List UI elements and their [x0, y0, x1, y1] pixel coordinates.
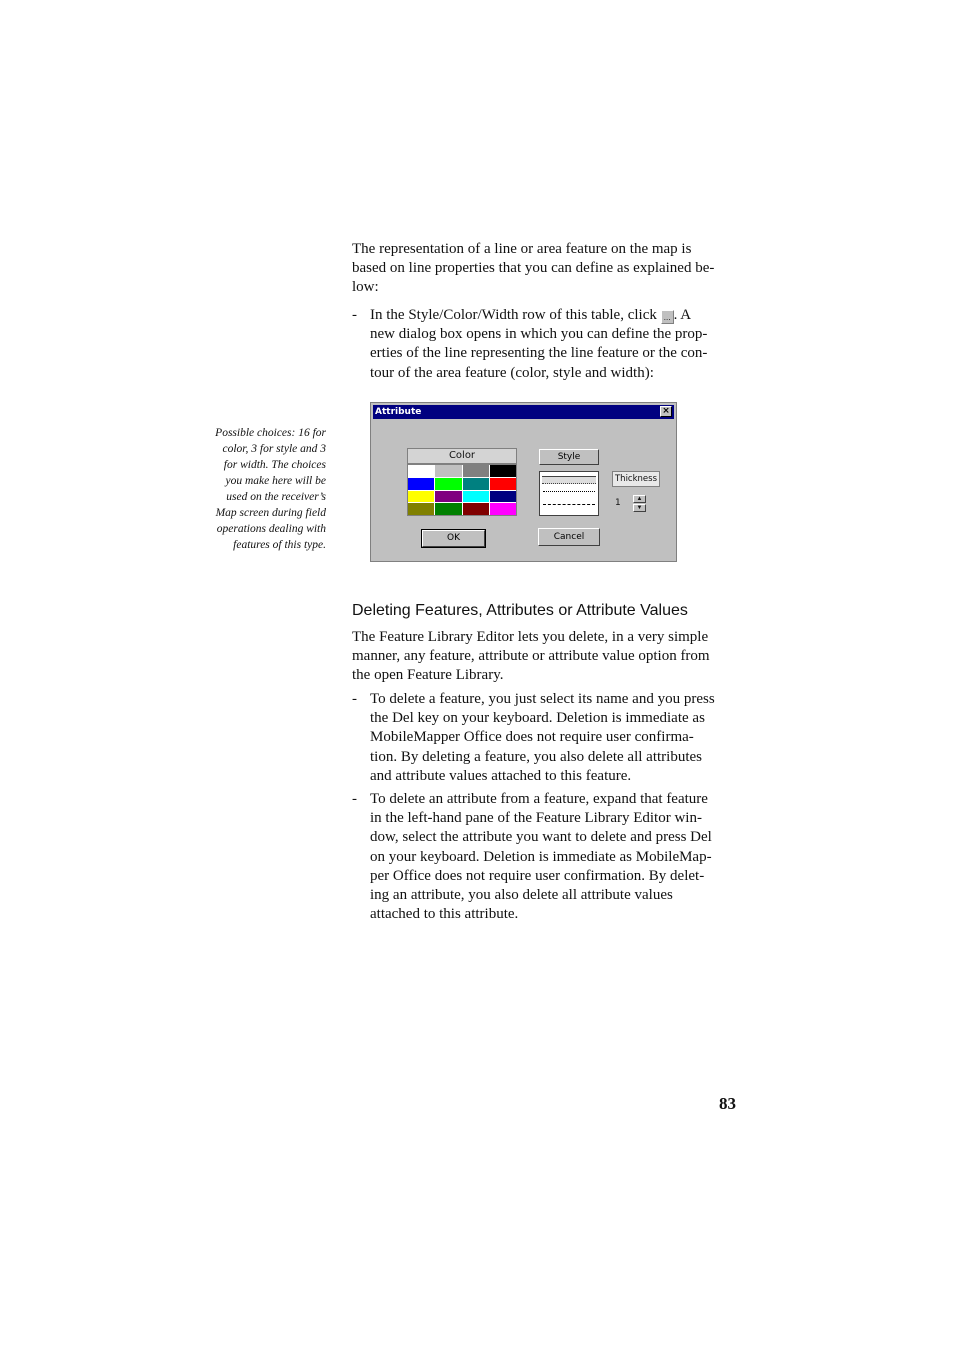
margin-note-line: for width. The choices	[223, 459, 326, 471]
bullet-dash: -	[352, 691, 357, 707]
thickness-value: 1	[615, 498, 621, 508]
paragraph-line: manner, any feature, attribute or attribute value option from	[352, 648, 710, 665]
delete-intro-paragraph	[352, 628, 738, 686]
intro-line: based on line properties that you can define as explained be-	[352, 260, 715, 277]
bullet-text: MobileMapper Office does not require user confirma-	[370, 729, 694, 746]
close-icon[interactable]: ×	[660, 406, 672, 417]
margin-note-line: features of this type.	[233, 539, 326, 551]
color-swatch[interactable]	[435, 478, 461, 490]
bullet-delete-feature	[352, 690, 738, 786]
bullet-text: in the left-hand pane of the Feature Library Editor win-	[370, 810, 702, 827]
margin-note-line: you make here will be	[225, 475, 326, 487]
ok-button[interactable]: OK	[422, 530, 485, 547]
page-number: 83	[719, 1094, 736, 1113]
bullet-dash: -	[352, 307, 357, 323]
bullet-text: erties of the line representing the line feature or the con-	[370, 345, 708, 362]
bullet-text: dow, select the attribute you want to delete and press Del	[370, 829, 712, 846]
color-swatch[interactable]	[435, 465, 461, 477]
bullet-text: new dialog box opens in which you can define the prop-	[370, 326, 708, 343]
bullet-text: In the Style/Color/Width row of this table, click	[370, 307, 657, 323]
bullet-text: per Office does not require user confirmation. By delet-	[370, 867, 705, 884]
bullet-text: tour of the area feature (color, style and width):	[370, 364, 654, 381]
bullet-text: and attribute values attached to this feature.	[370, 767, 632, 784]
margin-note-line: Possible choices: 16 for	[215, 427, 326, 439]
color-swatch[interactable]	[408, 491, 434, 503]
margin-note-line: used on the receiver’s	[226, 491, 326, 503]
color-swatch[interactable]	[463, 503, 489, 515]
bullet-text: tion. By deleting a feature, you also delete all attributes	[370, 748, 702, 765]
style-list	[539, 471, 599, 516]
attribute-dialog	[370, 402, 677, 562]
style-option-dotted[interactable]	[543, 491, 595, 492]
color-swatch[interactable]	[490, 503, 516, 515]
bullet-text: To delete an attribute from a feature, expand that feature	[370, 791, 708, 807]
spin-up-icon[interactable]: ▲	[633, 495, 646, 503]
style-button[interactable]: Style	[539, 449, 599, 465]
color-swatch[interactable]	[463, 465, 489, 477]
bullet-text: the Del key on your keyboard. Deletion is immediate as	[370, 710, 705, 727]
color-swatch[interactable]	[408, 503, 434, 515]
dialog-titlebar	[373, 405, 674, 419]
color-swatch[interactable]	[463, 491, 489, 503]
dialog-title: Attribute	[375, 407, 422, 417]
bullet-delete-attribute	[352, 790, 738, 924]
color-palette	[407, 464, 517, 516]
color-label: Color	[407, 448, 517, 464]
margin-note-line: Map screen during field	[215, 507, 326, 519]
bullet-text: on your keyboard. Deletion is immediate as MobileMap-	[370, 848, 712, 865]
color-swatch[interactable]	[408, 478, 434, 490]
spin-down-icon[interactable]: ▼	[633, 504, 646, 512]
bullet-dash: -	[352, 791, 357, 807]
cancel-button[interactable]: Cancel	[538, 528, 600, 546]
paragraph-line: The Feature Library Editor lets you delete, in a very simple	[352, 629, 709, 645]
margin-note-line: color, 3 for style and 3	[222, 443, 326, 455]
bullet-text: To delete a feature, you just select its name and you press	[370, 691, 715, 707]
bullet-text: attached to this attribute.	[370, 906, 519, 923]
color-swatch[interactable]	[490, 478, 516, 490]
color-swatch[interactable]	[435, 503, 461, 515]
intro-paragraph	[352, 240, 738, 298]
color-swatch[interactable]	[463, 478, 489, 490]
bullet-style-color-width	[352, 306, 738, 383]
intro-line: low:	[352, 279, 379, 296]
color-swatch[interactable]	[408, 465, 434, 477]
bullet-text: ing an attribute, you also delete all attribute values	[370, 887, 673, 904]
thickness-label: Thickness	[612, 471, 660, 487]
ellipsis-button-icon: ...	[661, 310, 674, 324]
margin-note	[196, 425, 326, 553]
paragraph-line: the open Feature Library.	[352, 667, 504, 684]
style-option-dashed[interactable]	[543, 504, 595, 505]
bullet-text: . A	[673, 307, 692, 323]
color-swatch[interactable]	[435, 491, 461, 503]
color-swatch[interactable]	[490, 465, 516, 477]
style-option-solid[interactable]	[542, 476, 596, 484]
color-swatch[interactable]	[490, 491, 516, 503]
margin-note-line: operations dealing with	[216, 523, 326, 535]
section-heading: Deleting Features, Attributes or Attribute Values	[352, 602, 688, 619]
intro-line: The representation of a line or area feature on the map is	[352, 241, 692, 257]
